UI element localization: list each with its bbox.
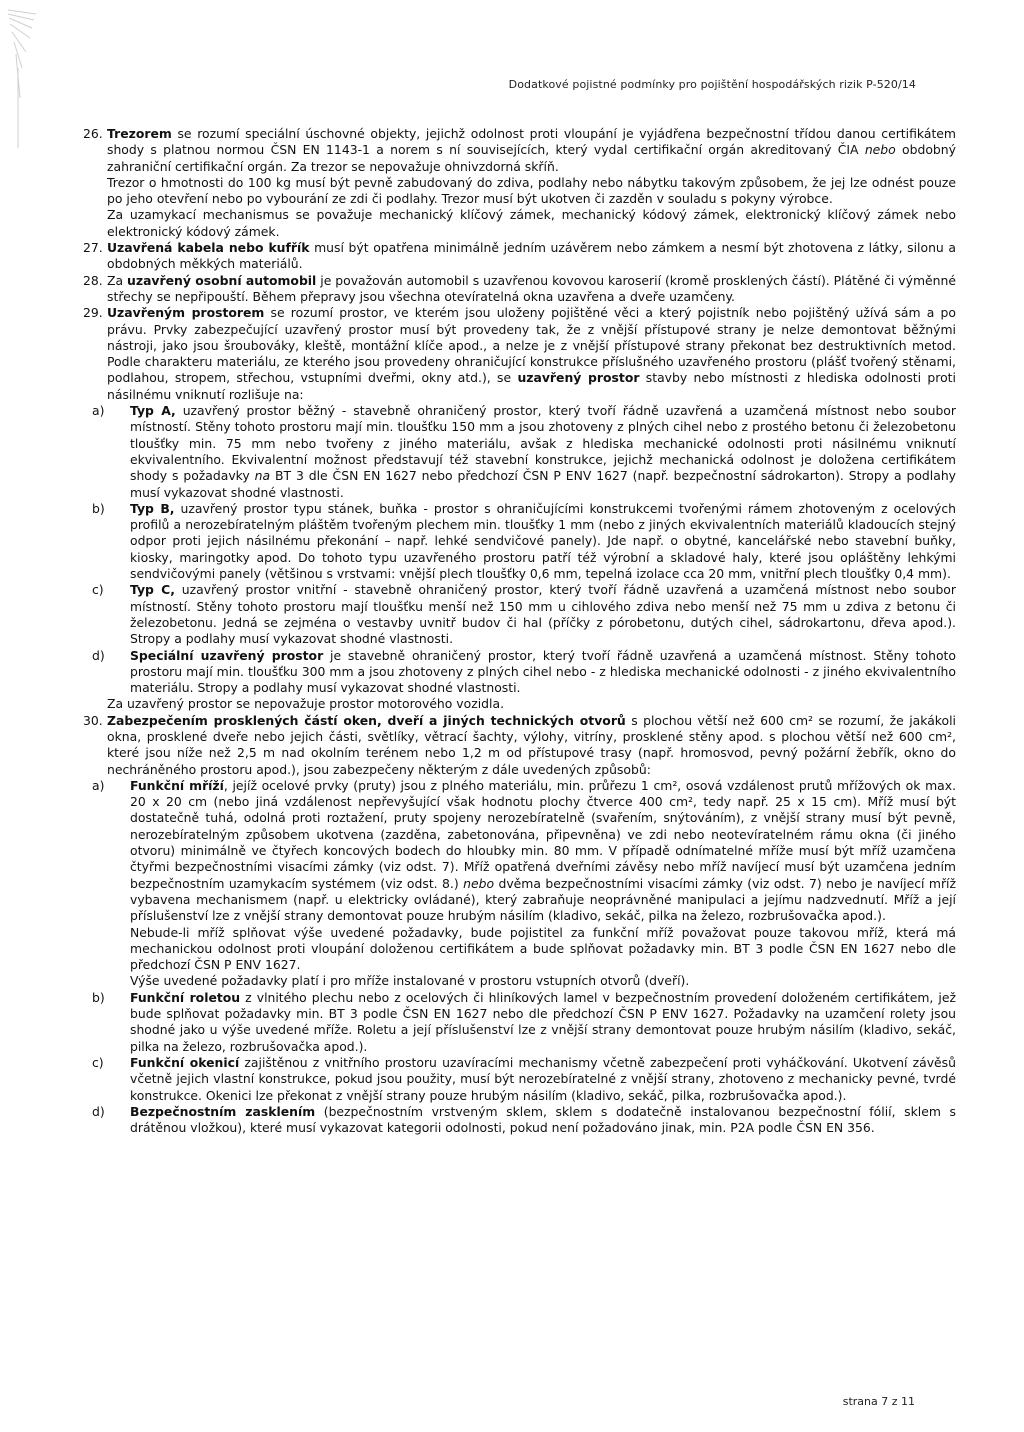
item-number: 29. xyxy=(83,305,103,321)
definition-30 xyxy=(83,713,956,778)
subitem-30c xyxy=(83,1055,956,1104)
paragraph: Za uzamykací mechanismus se považuje mechanický klíčový zámek, mechanický kódový zámek, elektronický klíčový zámek nebo elektronický kódový zámek. xyxy=(107,207,956,239)
item-paragraph xyxy=(107,273,956,306)
item-text: obdobný zahraniční certifikační orgán. Za trezor se nepovažuje ohnivzdorná skříň. xyxy=(107,142,956,174)
definition-28 xyxy=(83,273,956,306)
subitem-text xyxy=(130,582,956,647)
item-text: (bezpečnostním vrstveným sklem, sklem s dodatečně instalovanou bezpečnostní fólií, sklem s drátěnou vložkou), které musí vykazovat kategorii odolnosti, pokud není požadováno jinak, min. P2A podle ČSN EN 356. xyxy=(130,1103,956,1136)
subitem-30a xyxy=(83,778,956,925)
term: uzavřený prostor xyxy=(517,370,640,386)
item-number: 26. xyxy=(83,126,103,141)
term: Uzavřeným prostorem xyxy=(107,305,265,321)
subitem-text xyxy=(130,648,956,697)
item-number: 28. xyxy=(83,272,103,288)
item-text: , jejíž ocelové prvky (pruty) jsou z plného materiálu, min. průřezu 1 cm², osová vzdálenost prutů mřížových ok max. 20 x 20 cm (nebo jiná vzdálenost nepřevyšující však hodnotu plochy čtverce 400 cm², tedy např. 25 x 15 cm). Mříž musí být dostatečně tuhá, odolná proti roztažení, pruty spojeny nerozebíratelně (svařením, snýtováním), z vnější strany musí být pevně, nerozebíratelným způsobem ukotvena (zazděna, zabetonována, připevněna) ve zdi nebo neotevíratelném rámu okna (či jiného otvoru) minimálně ve čtyřech koncových bodech do hloubky min. 80 mm. V případě odnímatelné mříže musí být mříž uzamčena čtyřmi bezpečnostními visacími zámky (viz odst. 7). Mříž opatřená dveřními závěsy nebo mříž navíjecí musí být uzamčena jedním bezpečnostním uzamykacím systémem (viz odst. 8.) xyxy=(130,777,957,891)
item-text: uzavřený prostor běžný - stavebně ohraničený prostor, který tvoří řádně uzavřená a uzamčená místnost nebo soubor místností. Stěny tohoto prostoru mají min. tloušťku 150 mm a jsou zhotoveny z plných cihel nebo z prostého betonu či železobetonu tloušťky min. 75 mm nebo tvořeny z jiného materiálu, avšak z hlediska mechanické odolnosti proti násilnému vniknutí ekvivalentního. Ekvivalentní možnost představují též stavební konstrukce, jejichž mechanická odolnost je doložena certifikátem shody s požadavky xyxy=(130,403,956,484)
subparagraph: Nebude-li mříž splňovat výše uvedené požadavky, bude pojistitel za funkční mříž považovat pouze takovou mříž, která má mechanickou odolnost proti vloupání doloženou certifikátem a bude splňovat požadavky min. BT 3 podle ČSN EN 1627 nebo dle předchozí ČSN P ENV 1627. xyxy=(130,924,956,973)
item-paragraph xyxy=(107,305,956,403)
item-text: stavby nebo místnosti z hlediska odolnosti proti násilnému vniknutí rozlišuje na: xyxy=(107,370,956,402)
term: Typ B, xyxy=(130,500,175,516)
term: Funkční roletou xyxy=(130,989,241,1005)
subitem-30b xyxy=(83,990,956,1055)
subparagraph: Výše uvedené požadavky platí i pro mříže instalované v prostoru vstupních otvorů (dveří). xyxy=(130,973,690,989)
subitem-29b xyxy=(83,501,956,582)
item-text: BT 3 dle ČSN EN 1627 nebo předchozí ČSN P ENV 1627 (např. bezpečnostní sádrokarton). Stropy a podlahy musí vykazovat shodné vlastnosti. xyxy=(130,468,957,500)
subitem-letter: d) xyxy=(92,1103,105,1119)
subitem-letter: a) xyxy=(92,403,105,419)
term: Bezpečnostním zasklením xyxy=(130,1103,316,1119)
term: Typ C, xyxy=(130,582,175,598)
document-body xyxy=(83,126,956,1136)
term: Trezorem xyxy=(107,126,172,141)
subitem-text xyxy=(130,990,956,1055)
emphasis: nebo xyxy=(864,142,896,158)
subitem-29a xyxy=(83,403,956,501)
item-text: s plochou větší než 600 cm² se rozumí, že jakákoli okna, prosklené dveře nebo jejich části, světlíky, větrací šachty, výlohy, vitríny, prosklené stěny apod. s plochou větší než 600 cm², které jsou níže než 2,5 m nad okolním terénem nebo 1,2 m od přístupové trasy (např. hromosvod, pevný požární žebřík, okno do nechráněného prostoru apod.), jsou zabezpečeny některým z dále uvedených způsobů: xyxy=(107,712,956,777)
term: Zabezpečením prosklených částí oken, dveří a jiných technických otvorů xyxy=(107,712,626,728)
term: Funkční okenicí xyxy=(130,1054,240,1070)
term: Funkční mříží xyxy=(130,777,224,793)
item-number: 27. xyxy=(83,240,103,256)
definition-29 xyxy=(83,305,956,403)
subitem-letter: a) xyxy=(92,777,105,793)
item-text: dvěma bezpečnostními visacími zámky (viz odst. 7) nebo je navíjecí mříž vybavena mechanismem (např. u elektricky ovládané), který zabraňuje neoprávněné manipulaci a jejímu nadzvednutí. Mříž a její příslušenství lze z vnější strany demontovat pouze hrubým násilím (kladivo, sekáč, pilka na železo, rozbrušovačka apod.). xyxy=(130,875,956,924)
page-number: strana 7 z 11 xyxy=(842,1395,915,1408)
term: Typ A, xyxy=(130,403,176,419)
item-text: uzavřený prostor vnitřní - stavebně ohraničený prostor, který tvoří řádně uzavřená a uzamčená místnost nebo soubor místností. Stěny tohoto prostoru mají tloušťku menší než 150 mm u cihlového zdiva nebo menší než 75 mm u zdiva z betonu či železobetonu. Jedná se zejména o vestavby uvnitř budov či hal (příčky z pórobetonu, dutých cihel, sádrokartonu, dřeva apod.). Stropy a podlahy musí vykazovat shodné vlastnosti. xyxy=(130,582,956,647)
item-paragraph xyxy=(107,713,956,778)
item-text: z vlnitého plechu nebo z ocelových či hliníkových lamel v bezpečnostním provedení doloženém certifikátem, jež bude splňovat požadavky min. BT 3 podle ČSN EN 1627 nebo dle předchozí ČSN P ENV 1627. Požadavky na uzamčení rolety jsou shodné jako u výše uvedené mříže. Roletu a její příslušenství lze z vnější strany demontovat pouze hrubým násilím (kladivo, sekáč, pilka na železo, rozbrušovačka apod.). xyxy=(130,989,956,1054)
item-text: je stavebně ohraničený prostor, který tvoří řádně uzavřená a uzamčená místnost. Stěny tohoto prostoru mají min. tloušťku 300 mm a jsou zhotoveny z plných cihel nebo - z hlediska mechanické odolnosti - z jiného ekvivalentního materiálu. Stropy a podlahy musí vykazovat shodné vlastnosti. xyxy=(130,647,956,696)
item-text: se rozumí speciální úschovné objekty, jejichž odolnost proti vloupání je vyjádřena bezpečnostní třídou danou certifikátem shody s platnou normou ČSN EN 1143-1 a norem s ní souvisejících, který vydal certifikační orgán akreditovaný ČIA xyxy=(107,126,956,158)
item-paragraph xyxy=(107,240,956,273)
subitem-text xyxy=(130,778,956,925)
subitem-29d xyxy=(83,648,956,697)
term: Speciální uzavřený prostor xyxy=(130,647,324,663)
subitem-letter: c) xyxy=(92,1054,104,1070)
item-paragraph xyxy=(107,126,956,175)
term: uzavřený osobní automobil xyxy=(127,272,317,288)
paragraph: Za uzavřený prostor se nepovažuje prostor motorového vozidla. xyxy=(107,696,505,712)
item-text: se rozumí prostor, ve kterém jsou uloženy pojištěné věci a který pojistník nebo pojištěný užívá sám a po právu. Prvky zabezpečující uzavřený prostor musí být provedeny tak, že z vnější přístupové strany je nelze demontovat běžnými nástroji, jako jsou šroubováky, kleště, montážní klíče apod., a nelze je z vnější přístupové strany překonat bez destruktivních metod. Podle charakteru materiálu, ze kterého jsou provedeny ohraničující konstrukce příslušného uzavřeného prostoru (plášť tvořený stěnami, podlahou, stropem, střechou, vstupními dveřmi, okny atd.), se xyxy=(107,305,956,386)
definition-27 xyxy=(83,240,956,273)
item-text: je považován automobil s uzavřenou kovovou karoserií (kromě prosklených částí). Plátěné či výměnné střechy se nepřipouští. Během přepravy jsou všechna otevíratelná okna uzavřena a dveře uzamčeny. xyxy=(107,272,956,304)
item-text: zajištěnou z vnitřního prostoru uzavíracími mechanismy včetně zabezpečení proti vyháčkování. Ukotvení závěsů včetně jejich vlastní konstrukce, pokud jsou použity, musí být nerozebíratelné z vnější strany, zhotoveno z mechanicky pevné, tvrdé konstrukce. Okenici lze překonat z vnější strany pouze hrubým násilím (kladivo, sekáč, pilka, rozbrušovačka apod.). xyxy=(130,1054,956,1103)
item-number: 30. xyxy=(83,712,103,728)
subitem-text xyxy=(130,1104,956,1137)
scan-artifact xyxy=(6,8,40,158)
item-text: uzavřený prostor typu stánek, buňka - prostor s ohraničujícími konstrukcemi tvořenými rámem zhotoveným z ocelových profilů a nerozebíratelným pláštěm tvořeným plechem min. tloušťky 1 mm (nebo z jiných ekvivalentních materiálů kladoucích stejný odpor proti jejich násilnému překonání – např. lehké sendvičové panely). Jde např. o obytné, kancelářské nebo stavební buňky, kiosky, maringotky apod. Do tohoto typu uzavřeného prostoru patří též výrobní a skladové haly, které jsou opláštěny lehkými sendvičovými panely (většinou s vrstvami: vnější plech tloušťky 0,6 mm, tepelná izolace cca 20 mm, vnitřní plech tloušťky 0,4 mm). xyxy=(130,500,956,582)
item-text: musí být opatřena minimálně jedním uzávěrem nebo zámkem a nesmí být zhotovena z látky, silonu a obdobných měkkých materiálů. xyxy=(107,240,956,272)
subitem-30d xyxy=(83,1104,956,1137)
subitem-letter: b) xyxy=(92,500,105,516)
subitem-text xyxy=(130,403,956,501)
subitem-letter: c) xyxy=(92,582,104,598)
paragraph: Trezor o hmotnosti do 100 kg musí být pevně zabudovaný do zdiva, podlahy nebo nábytku takovým způsobem, že jej lze odnést pouze po jeho otevření nebo po vybourání ze zdi či podlahy. Trezor musí být ukotven či zazděn v souladu s pokyny výrobce. xyxy=(107,174,956,207)
subitem-text xyxy=(130,1055,956,1104)
subitem-29c xyxy=(83,582,956,647)
subitem-letter: d) xyxy=(92,647,105,663)
emphasis: na xyxy=(254,468,271,484)
subitem-letter: b) xyxy=(92,989,105,1005)
document-header: Dodatkové pojistné podmínky pro pojištění hospodářských rizik P-520/14 xyxy=(508,78,916,91)
emphasis: nebo xyxy=(463,875,495,891)
item-text: Za xyxy=(107,272,128,288)
subitem-text xyxy=(130,501,956,582)
definition-26 xyxy=(83,126,956,175)
term: Uzavřená kabela nebo kufřík xyxy=(107,240,310,256)
